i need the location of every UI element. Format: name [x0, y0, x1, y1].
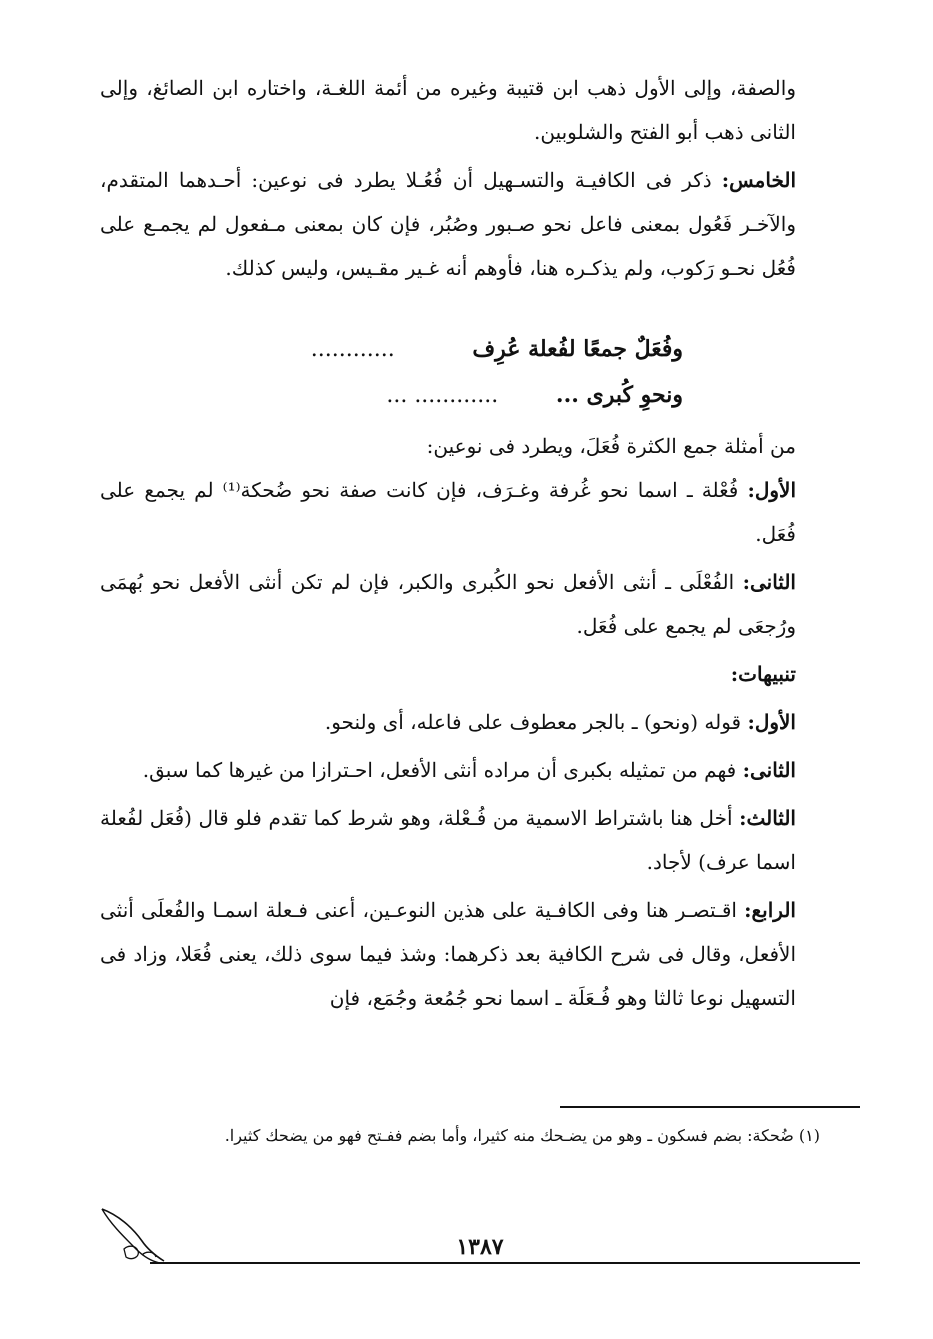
note-text: قوله (ونحو) ـ بالجر معطوف على فاعله، أى ولنحو.	[324, 710, 748, 734]
page-number: ١٣٨٧	[456, 1234, 504, 1260]
note-text: اقـتصـر هنا وفى الكافـية على هذين النوعـين، أعنى فـعلة اسمـا والفُعلَى أنثى الأفعل، وقال فى شرح الكافية بعد ذكرهما: وشذ فيما سوى ذلك، يعنى فُعَلا، وزاد فى التسهيل نوعا ثالثا وهو فُـعَلَة ـ اسما نحو جُمُعة وجُمَع، فإن	[100, 898, 796, 1010]
term-label: الثانى:	[742, 570, 796, 594]
verse-line-1	[311, 336, 683, 362]
paragraph-text: ذكر فى الكافيـة والتسـهيل أن فُعُـلا يطرد فى نوعين: أحـدهما المتقدم، والآخـر فَعُول بمعنى فاعل نحو صـبور وصُبُر، فإن كان بمعنى مـفعول لم يجمـع على فُعُل نحـو رَكوب، ولم يذكـره هنا، فأوهم أنه غـير مقـيس، وليس كذلك.	[100, 168, 796, 280]
footnote-separator	[560, 1106, 860, 1108]
paragraph-intro: من أمثلة جمع الكثرة فُعَلَ، ويطرد فى نوعين:	[426, 434, 796, 458]
paragraph-text: فُعْلة ـ اسما نحو غُرفة وغـرَف، فإن كانت صفة نحو ضُحكة⁽¹⁾ لم يجمع على فُعَل.	[100, 478, 796, 546]
verse-dots-1: ............	[310, 337, 395, 362]
footnote: (١) ضُحكة: بضم فسكون ـ وهو من يضـحك منه كثيرا، وأما بضم ففـتح فهو من يضحك كثيرا.	[224, 1126, 820, 1145]
note-text: أخل هنا باشتراط الاسمية من فُـعْلة، وهو شرط كما تقدم فلو قال (فُعَل لفُعلة اسما عرف) لأجاد.	[100, 806, 796, 874]
text-block-bottom	[100, 424, 796, 1020]
notes-heading: تنبيهات:	[730, 662, 796, 686]
note-first	[100, 700, 796, 744]
note-text: فهم من تمثيله بكبرى أن مراده أنثى الأفعل، احـترازا من غيرها كما سبق.	[142, 758, 743, 782]
term-label: الثانى:	[742, 758, 796, 782]
verse-line-2	[386, 382, 683, 408]
paragraph-first	[100, 468, 796, 556]
note-fourth	[100, 888, 796, 1020]
term-label: الرابع:	[744, 898, 796, 922]
note-third	[100, 796, 796, 884]
paragraph-fifth	[100, 158, 796, 290]
term-label: الثالث:	[739, 806, 796, 830]
paragraph-second	[100, 560, 796, 648]
verse-text-1: وفُعَلٌ جمعًا لفُعلة عُرِف	[472, 336, 683, 362]
page-bottom-rule	[150, 1262, 860, 1264]
paragraph-text: الفُعْلَى ـ أنثى الأفعل نحو الكُبرى والكبر، فإن لم تكن أنثى الأفعل نحو بُهمَى ورُجعَى لم يجمع على فُعَل.	[100, 570, 796, 638]
verse-text-2: ونحوِ كُبرى ...	[555, 382, 683, 408]
term-label: الأول:	[747, 478, 797, 502]
quill-pen-icon	[98, 1205, 168, 1267]
text-block-top	[100, 66, 796, 290]
verse-dots-2: ............ ...	[386, 383, 499, 408]
note-second	[100, 748, 796, 792]
term-label: الأول:	[747, 710, 796, 734]
paragraph-continuation: والصفة، وإلى الأول ذهب ابن قتيبة وغيره من أئمة اللغـة، واختاره ابن الصائغ، وإلى الثانى ذهب أبو الفتح والشلوبين.	[100, 76, 796, 144]
term-label: الخامس:	[721, 168, 796, 192]
